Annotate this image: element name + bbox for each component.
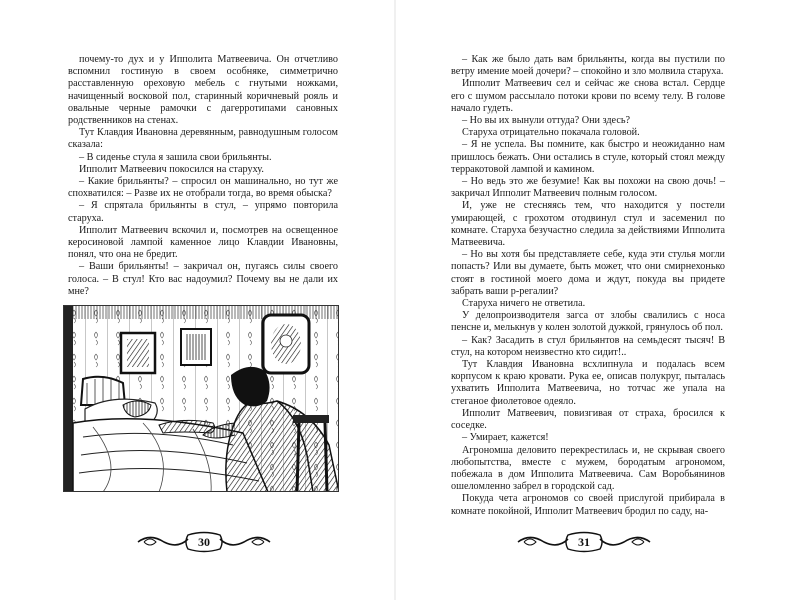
page-number-ornament <box>134 531 274 553</box>
paragraph: – Какие брильянты? – спросил он машинально, но тут же спохватился: – Разве их не отобрали тогда, во время обыска? <box>68 176 338 200</box>
paragraph: Тут Клавдия Ивановна всхлипнула и подалась всем корпусом к краю кровати. Рука ее, описав полукруг, пыталась ухватить Ипполита Матвеевича, но тотчас же упала на стеганое фиолетовое одеяло. <box>451 359 725 407</box>
paragraph: Ипполит Матвеевич покосился на старуху. <box>79 163 264 175</box>
left-page <box>0 0 395 600</box>
paragraph: – Но вы их вынули оттуда? Они здесь? <box>462 115 631 127</box>
paragraph: У делопроизводителя загса от злобы свалились с носа пенсне и, мелькнув у колен золотой дужкой, грянулось об пол. <box>451 310 725 334</box>
paragraph: – Но ведь это же безумие! Как вы похожи на свою дочь! – закричал Ипполит Матвеевич полным голосом. <box>451 176 725 200</box>
paragraph: Ипполит Матвеевич, повизгивая от страха, бросился к соседке. <box>451 407 725 432</box>
paragraph: – Я не успела. Вы помните, как быстро и неожиданно нам пришлось бежать. Они остались в стуле, который стоял между терракотовой лампой и камином. <box>451 139 725 175</box>
paragraph: – Но вы хотя бы представляете себе, куда эти стулья могли попасть? Или вы думаете, быть может, что они смирнехонько стоят в гостиной моего дома и ждут, покуда вы придете забрать ваши р-регалии? <box>451 249 725 297</box>
paragraph: – Ваши брильянты! – закричал он, пугаясь силы своего голоса. – В стул! Кто вас надоумил? Почему вы не дали их мне? <box>68 261 338 297</box>
paragraph: Старуха отрицательно покачала головой. <box>462 127 640 139</box>
right-page-text <box>451 54 725 518</box>
paragraph: Агрономша деловито перекрестилась и, не скрывая своего любопытства, вместе с мужем, бородатым агрономом, побежала в дом Ипполита Матвеевича. Сам Воробьянинов ошеломленно забрел в городской сад. <box>451 444 725 493</box>
paragraph: Покуда чета агрономов со своей прислугой прибирала в комнате покойной, Ипполит Матвеевич бродил по саду, на- <box>451 493 725 517</box>
paragraph: И, уже не стесняясь тем, что находится у постели умирающей, с грохотом отодвинул стул и засеменил по комнате. Старуха безучастно следила за действиями Ипполита Матвеевича. <box>451 200 725 249</box>
paragraph: Ипполит Матвеевич вскочил и, посмотрев на освещенное керосиновой лампой каменное лицо Клавдии Ивановны, понял, что она не бредит. <box>68 224 338 261</box>
paragraph: Тут Клавдия Ивановна деревянным, равнодушным голосом сказала: <box>68 127 338 151</box>
right-page <box>396 0 791 600</box>
paragraph: – Как же было дать вам брильянты, когда вы пустили по ветру имение моей дочери? – спокойно и зло молвила старуха. <box>451 54 725 78</box>
page-number-ornament <box>514 531 654 553</box>
page-number: 30 <box>198 535 210 549</box>
paragraph: – В сиденье стула я зашила свои брильянты. <box>79 151 272 163</box>
page-number: 31 <box>578 535 590 549</box>
paragraph: почему-то дух и у Ипполита Матвеевича. Он отчетливо вспомнил гостиную в своем особняке, симметрично расставленную ореховую мебель с гнутыми ножками, начищенный восковой пол, старинный коричневый рояль и овальные черные рамочки с дагерротипами сановных родственников на стенах. <box>68 54 338 127</box>
paragraph: Ипполит Матвеевич сел и сейчас же снова встал. Сердце его с шумом рассылало потоки крови по всему телу. В голове начало гудеть. <box>451 78 725 114</box>
paragraph: – Я спрятала брильянты в стул, – упрямо повторила старуха. <box>68 200 338 224</box>
sickroom-engraving <box>63 305 339 492</box>
left-page-text <box>68 54 338 298</box>
paragraph: Старуха ничего не ответила. <box>462 298 586 310</box>
paragraph: – Как? Засадить в стул брильянтов на семьдесят тысяч! В стул, на котором неизвестно кто сидит!.. <box>451 334 725 358</box>
paragraph: – Умирает, кажется! <box>462 432 549 444</box>
